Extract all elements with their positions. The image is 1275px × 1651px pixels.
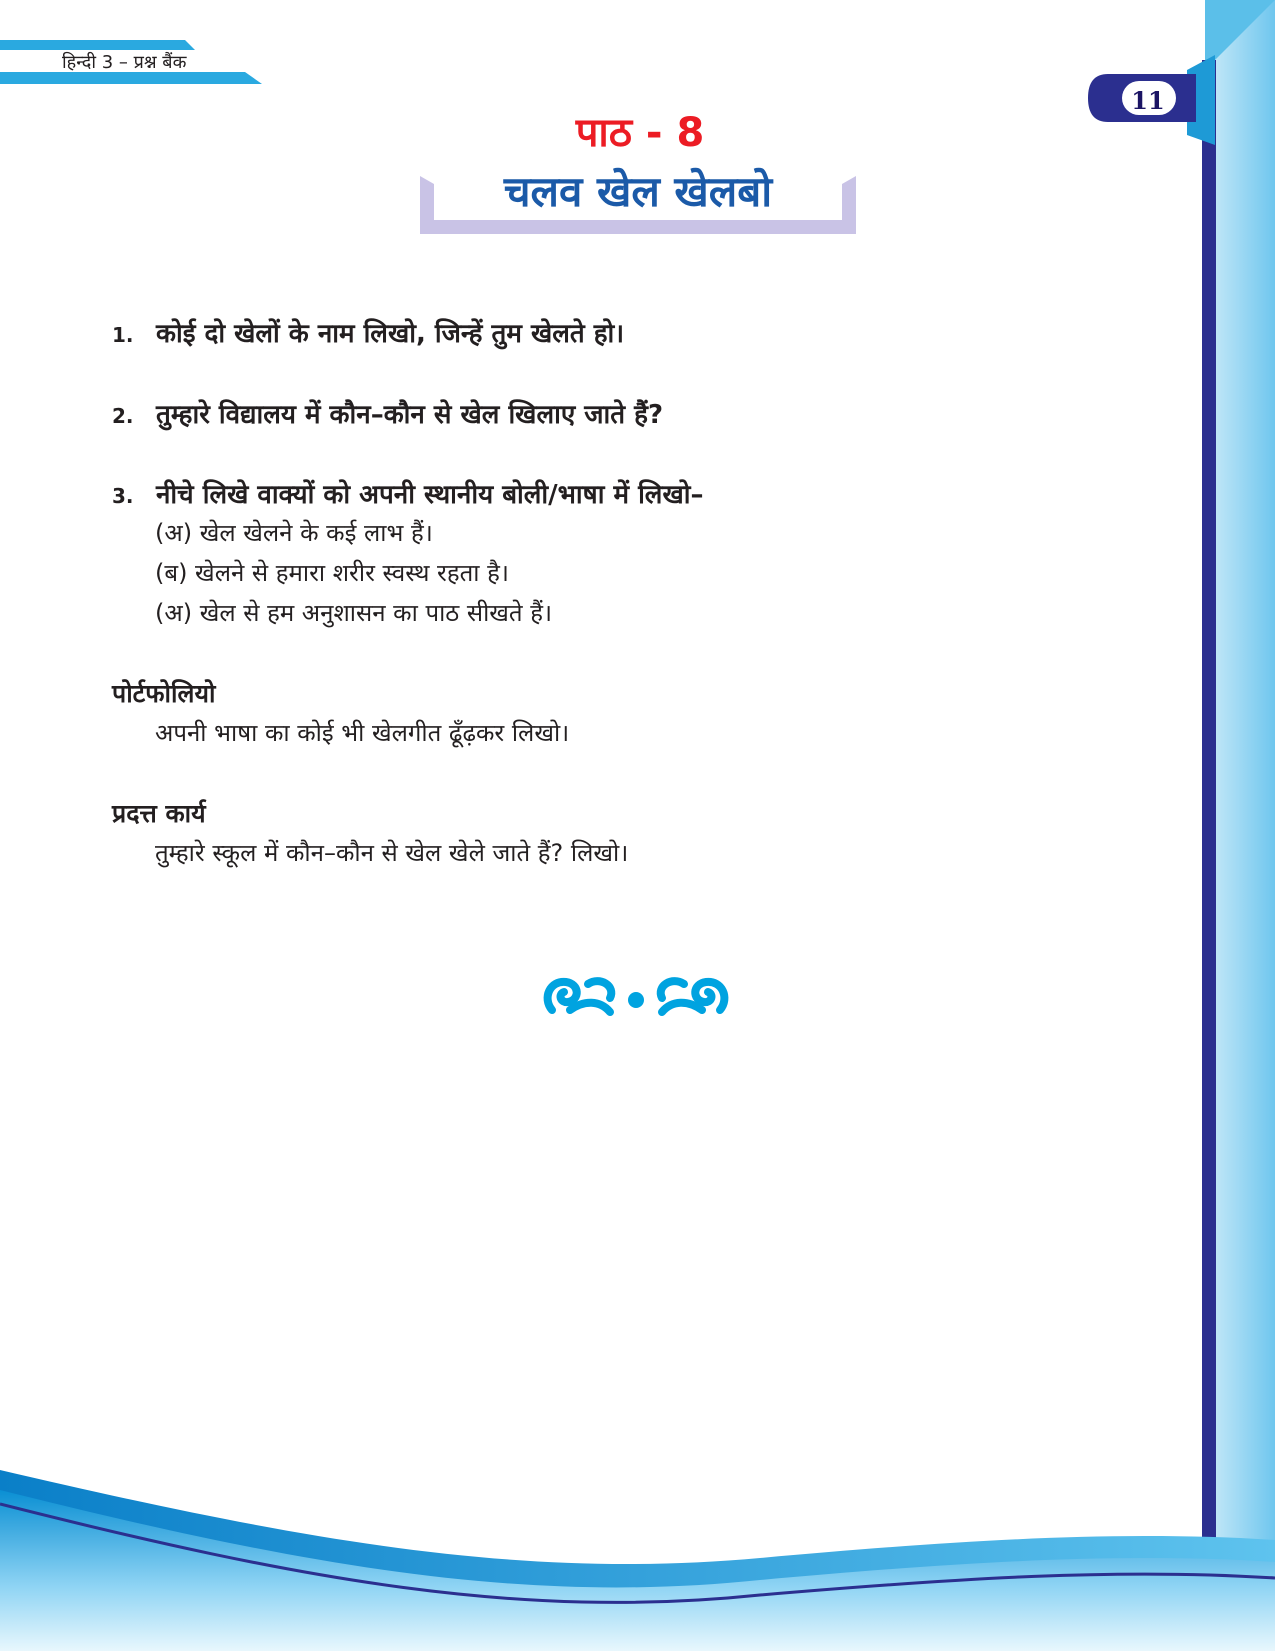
bottom-wave-decoration	[0, 1470, 1275, 1651]
question-number: 1.	[112, 323, 134, 347]
lesson-title: चलव खेल खेलबो	[503, 167, 773, 216]
end-ornament-icon	[540, 970, 732, 1020]
question-3	[112, 475, 703, 511]
question-text: नीचे लिखे वाक्यों को अपनी स्थानीय बोली/भाषा में लिखो–	[156, 480, 704, 510]
sub-item: (अ) खेल से हम अनुशासन का पाठ सीखते हैं।	[155, 599, 553, 627]
assignment-heading: प्रदत्त कार्य	[112, 799, 206, 828]
assignment-text: तुम्हारे स्कूल में कौन–कौन से खेल खेले जाते हैं? लिखो।	[155, 839, 629, 867]
question-2	[112, 395, 663, 431]
question-1	[112, 314, 624, 350]
question-text: तुम्हारे विद्यालय में कौन–कौन से खेल खिलाए जाते हैं?	[156, 400, 664, 430]
right-side-decoration	[1075, 0, 1275, 1651]
sub-item: (अ) खेल खेलने के कई लाभ हैं।	[155, 519, 433, 547]
book-title: हिन्दी 3 – प्रश्न बैंक	[62, 52, 187, 73]
page-number: 11	[1131, 86, 1165, 115]
question-text: कोई दो खेलों के नाम लिखो, जिन्हें तुम खेलते हो।	[156, 319, 625, 349]
portfolio-heading: पोर्टफोलियो	[112, 679, 216, 708]
sub-item: (ब) खेलने से हमारा शरीर स्वस्थ रहता है।	[155, 559, 509, 587]
question-number: 3.	[112, 484, 134, 508]
question-number: 2.	[112, 404, 134, 428]
portfolio-text: अपनी भाषा का कोई भी खेलगीत ढूँढ़कर लिखो।	[155, 719, 570, 747]
lesson-number: पाठ - 8	[575, 110, 705, 156]
